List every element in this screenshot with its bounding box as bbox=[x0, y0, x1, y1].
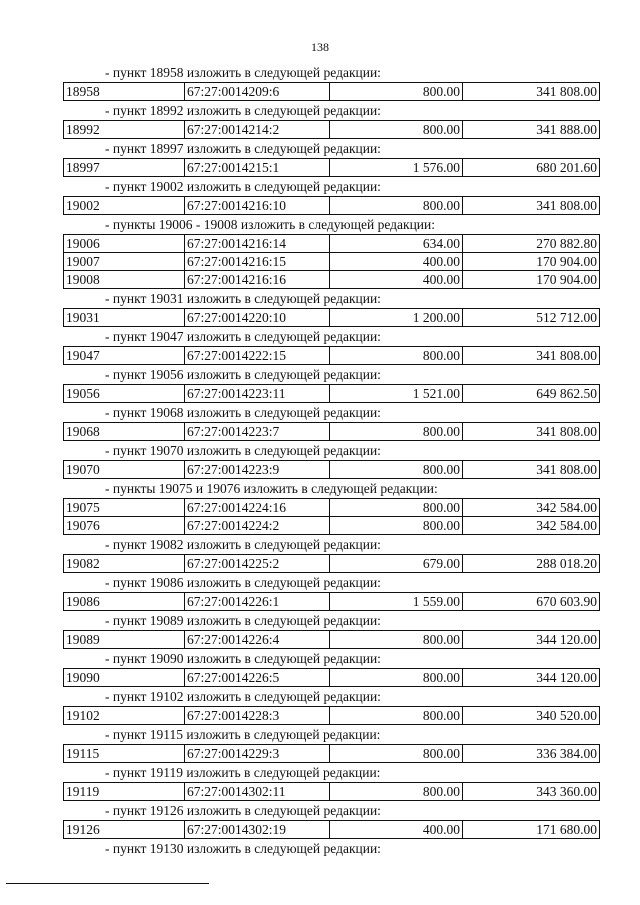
table-row bbox=[64, 235, 600, 253]
amendment-table bbox=[63, 120, 600, 139]
amendment-table bbox=[63, 782, 600, 801]
table-row bbox=[64, 461, 600, 479]
area-cell: 800.00 bbox=[330, 517, 463, 535]
amendment-instruction: - пункт 19102 изложить в следующей редакции: bbox=[105, 689, 381, 704]
table-row bbox=[64, 517, 600, 535]
area-cell: 679.00 bbox=[330, 555, 463, 573]
table-row bbox=[64, 121, 600, 139]
cadastral-value-cell: 341 808.00 bbox=[463, 423, 600, 441]
amendment-instruction: - пункт 19089 изложить в следующей редакции: bbox=[105, 613, 381, 628]
cadastral-number-cell: 67:27:0014225:2 bbox=[185, 555, 330, 573]
cadastral-number-cell: 67:27:0014220:10 bbox=[185, 309, 330, 327]
amendment-instruction: - пункт 19031 изложить в следующей редакции: bbox=[105, 291, 381, 306]
table-row bbox=[64, 821, 600, 839]
item-number-cell: 19075 bbox=[64, 499, 185, 517]
cadastral-value-cell: 341 808.00 bbox=[463, 461, 600, 479]
area-cell: 800.00 bbox=[330, 499, 463, 517]
cadastral-number-cell: 67:27:0014226:4 bbox=[185, 631, 330, 649]
item-number-cell: 19115 bbox=[64, 745, 185, 763]
item-number-cell: 19090 bbox=[64, 669, 185, 687]
cadastral-number-cell: 67:27:0014222:15 bbox=[185, 347, 330, 365]
table-row bbox=[64, 423, 600, 441]
cadastral-number-cell: 67:27:0014223:9 bbox=[185, 461, 330, 479]
amendment-instruction: - пункт 19070 изложить в следующей редакции: bbox=[105, 443, 381, 458]
amendment-instruction: - пункт 19068 изложить в следующей редакции: bbox=[105, 405, 381, 420]
amendment-block bbox=[63, 687, 600, 725]
cadastral-value-cell: 170 904.00 bbox=[463, 253, 600, 271]
cadastral-number-cell: 67:27:0014302:11 bbox=[185, 783, 330, 801]
table-row bbox=[64, 253, 600, 271]
cadastral-value-cell: 670 603.90 bbox=[463, 593, 600, 611]
area-cell: 400.00 bbox=[330, 821, 463, 839]
amendment-block bbox=[63, 839, 600, 858]
amendment-table bbox=[63, 234, 600, 289]
item-number-cell: 19126 bbox=[64, 821, 185, 839]
cadastral-number-cell: 67:27:0014216:15 bbox=[185, 253, 330, 271]
table-row bbox=[64, 745, 600, 763]
area-cell: 400.00 bbox=[330, 271, 463, 289]
area-cell: 800.00 bbox=[330, 347, 463, 365]
item-number-cell: 19082 bbox=[64, 555, 185, 573]
item-number-cell: 19047 bbox=[64, 347, 185, 365]
table-row bbox=[64, 159, 600, 177]
cadastral-value-cell: 342 584.00 bbox=[463, 517, 600, 535]
item-number-cell: 19076 bbox=[64, 517, 185, 535]
amendment-block bbox=[63, 725, 600, 763]
amendment-instruction: - пункт 18992 изложить в следующей редакции: bbox=[105, 103, 381, 118]
amendment-table bbox=[63, 384, 600, 403]
cadastral-number-cell: 67:27:0014224:2 bbox=[185, 517, 330, 535]
table-row bbox=[64, 707, 600, 725]
amendment-block bbox=[63, 101, 600, 139]
item-number-cell: 19002 bbox=[64, 197, 185, 215]
area-cell: 800.00 bbox=[330, 197, 463, 215]
page-number: 138 bbox=[311, 40, 329, 54]
cadastral-value-cell: 341 808.00 bbox=[463, 347, 600, 365]
cadastral-value-cell: 341 808.00 bbox=[463, 197, 600, 215]
table-row bbox=[64, 555, 600, 573]
cadastral-value-cell: 270 882.80 bbox=[463, 235, 600, 253]
item-number-cell: 19102 bbox=[64, 707, 185, 725]
amendment-table bbox=[63, 422, 600, 441]
amendment-instruction: - пункт 19047 изложить в следующей редакции: bbox=[105, 329, 381, 344]
amendment-table bbox=[63, 630, 600, 649]
amendment-instruction: - пункт 19090 изложить в следующей редакции: bbox=[105, 651, 381, 666]
item-number-cell: 19086 bbox=[64, 593, 185, 611]
cadastral-number-cell: 67:27:0014209:6 bbox=[185, 83, 330, 101]
area-cell: 400.00 bbox=[330, 253, 463, 271]
item-number-cell: 18958 bbox=[64, 83, 185, 101]
amendment-block bbox=[63, 763, 600, 801]
cadastral-value-cell: 341 808.00 bbox=[463, 83, 600, 101]
area-cell: 1 200.00 bbox=[330, 309, 463, 327]
item-number-cell: 19119 bbox=[64, 783, 185, 801]
item-number-cell: 18997 bbox=[64, 159, 185, 177]
amendment-block bbox=[63, 479, 600, 535]
amendment-table bbox=[63, 346, 600, 365]
amendment-instruction: - пункт 18997 изложить в следующей редакции: bbox=[105, 141, 381, 156]
table-row bbox=[64, 669, 600, 687]
cadastral-number-cell: 67:27:0014216:16 bbox=[185, 271, 330, 289]
cadastral-value-cell: 341 888.00 bbox=[463, 121, 600, 139]
amendment-table bbox=[63, 498, 600, 535]
amendment-block bbox=[63, 649, 600, 687]
cadastral-value-cell: 171 680.00 bbox=[463, 821, 600, 839]
amendment-table bbox=[63, 820, 600, 839]
amendment-table bbox=[63, 554, 600, 573]
amendment-instruction: - пункт 19130 изложить в следующей редакции: bbox=[105, 841, 381, 856]
cadastral-number-cell: 67:27:0014302:19 bbox=[185, 821, 330, 839]
cadastral-value-cell: 336 384.00 bbox=[463, 745, 600, 763]
cadastral-number-cell: 67:27:0014216:10 bbox=[185, 197, 330, 215]
cadastral-value-cell: 649 862.50 bbox=[463, 385, 600, 403]
amendment-instruction: - пункт 19126 изложить в следующей редакции: bbox=[105, 803, 381, 818]
amendment-table bbox=[63, 460, 600, 479]
amendment-block bbox=[63, 403, 600, 441]
cadastral-value-cell: 343 360.00 bbox=[463, 783, 600, 801]
table-row bbox=[64, 271, 600, 289]
amendment-table bbox=[63, 196, 600, 215]
cadastral-value-cell: 288 018.20 bbox=[463, 555, 600, 573]
area-cell: 634.00 bbox=[330, 235, 463, 253]
amendment-block bbox=[63, 289, 600, 327]
area-cell: 800.00 bbox=[330, 83, 463, 101]
cadastral-number-cell: 67:27:0014226:5 bbox=[185, 669, 330, 687]
area-cell: 800.00 bbox=[330, 783, 463, 801]
area-cell: 800.00 bbox=[330, 121, 463, 139]
area-cell: 800.00 bbox=[330, 745, 463, 763]
amendments-list bbox=[63, 63, 600, 858]
cadastral-number-cell: 67:27:0014216:14 bbox=[185, 235, 330, 253]
amendment-block bbox=[63, 327, 600, 365]
item-number-cell: 19056 bbox=[64, 385, 185, 403]
amendment-table bbox=[63, 592, 600, 611]
cadastral-number-cell: 67:27:0014224:16 bbox=[185, 499, 330, 517]
amendment-instruction: - пункт 18958 изложить в следующей редакции: bbox=[105, 65, 381, 80]
amendment-block bbox=[63, 573, 600, 611]
cadastral-value-cell: 344 120.00 bbox=[463, 631, 600, 649]
amendment-block bbox=[63, 365, 600, 403]
amendment-block bbox=[63, 63, 600, 101]
area-cell: 800.00 bbox=[330, 423, 463, 441]
cadastral-number-cell: 67:27:0014223:11 bbox=[185, 385, 330, 403]
cadastral-value-cell: 340 520.00 bbox=[463, 707, 600, 725]
area-cell: 1 559.00 bbox=[330, 593, 463, 611]
amendment-table bbox=[63, 308, 600, 327]
amendment-block bbox=[63, 215, 600, 289]
table-row bbox=[64, 385, 600, 403]
table-row bbox=[64, 593, 600, 611]
cadastral-value-cell: 344 120.00 bbox=[463, 669, 600, 687]
item-number-cell: 19089 bbox=[64, 631, 185, 649]
cadastral-number-cell: 67:27:0014215:1 bbox=[185, 159, 330, 177]
table-row bbox=[64, 347, 600, 365]
amendment-instruction: - пункт 19056 изложить в следующей редакции: bbox=[105, 367, 381, 382]
amendment-table bbox=[63, 158, 600, 177]
cadastral-value-cell: 170 904.00 bbox=[463, 271, 600, 289]
table-row bbox=[64, 631, 600, 649]
amendment-block bbox=[63, 177, 600, 215]
cadastral-value-cell: 680 201.60 bbox=[463, 159, 600, 177]
amendment-table bbox=[63, 668, 600, 687]
footnote-divider bbox=[6, 883, 209, 884]
amendment-table bbox=[63, 706, 600, 725]
item-number-cell: 19008 bbox=[64, 271, 185, 289]
item-number-cell: 19068 bbox=[64, 423, 185, 441]
amendment-block bbox=[63, 441, 600, 479]
amendment-instruction: - пункт 19115 изложить в следующей редакции: bbox=[105, 727, 381, 742]
cadastral-number-cell: 67:27:0014214:2 bbox=[185, 121, 330, 139]
cadastral-number-cell: 67:27:0014229:3 bbox=[185, 745, 330, 763]
area-cell: 800.00 bbox=[330, 631, 463, 649]
table-row bbox=[64, 783, 600, 801]
amendment-instruction: - пункт 19082 изложить в следующей редакции: bbox=[105, 537, 381, 552]
amendment-block bbox=[63, 801, 600, 839]
cadastral-value-cell: 512 712.00 bbox=[463, 309, 600, 327]
cadastral-number-cell: 67:27:0014228:3 bbox=[185, 707, 330, 725]
table-row bbox=[64, 83, 600, 101]
area-cell: 800.00 bbox=[330, 707, 463, 725]
amendment-instruction: - пункты 19006 - 19008 изложить в следующей редакции: bbox=[105, 217, 435, 232]
cadastral-value-cell: 342 584.00 bbox=[463, 499, 600, 517]
amendment-block bbox=[63, 535, 600, 573]
area-cell: 1 576.00 bbox=[330, 159, 463, 177]
area-cell: 800.00 bbox=[330, 461, 463, 479]
amendment-instruction: - пункт 19002 изложить в следующей редакции: bbox=[105, 179, 381, 194]
item-number-cell: 18992 bbox=[64, 121, 185, 139]
amendment-instruction: - пункт 19086 изложить в следующей редакции: bbox=[105, 575, 381, 590]
item-number-cell: 19070 bbox=[64, 461, 185, 479]
amendment-instruction: - пункты 19075 и 19076 изложить в следующей редакции: bbox=[105, 481, 438, 496]
cadastral-number-cell: 67:27:0014226:1 bbox=[185, 593, 330, 611]
item-number-cell: 19006 bbox=[64, 235, 185, 253]
amendment-instruction: - пункт 19119 изложить в следующей редакции: bbox=[105, 765, 381, 780]
amendment-block bbox=[63, 611, 600, 649]
item-number-cell: 19031 bbox=[64, 309, 185, 327]
area-cell: 1 521.00 bbox=[330, 385, 463, 403]
cadastral-number-cell: 67:27:0014223:7 bbox=[185, 423, 330, 441]
amendment-table bbox=[63, 744, 600, 763]
amendment-block bbox=[63, 139, 600, 177]
amendment-table bbox=[63, 82, 600, 101]
table-row bbox=[64, 197, 600, 215]
table-row bbox=[64, 499, 600, 517]
item-number-cell: 19007 bbox=[64, 253, 185, 271]
area-cell: 800.00 bbox=[330, 669, 463, 687]
table-row bbox=[64, 309, 600, 327]
